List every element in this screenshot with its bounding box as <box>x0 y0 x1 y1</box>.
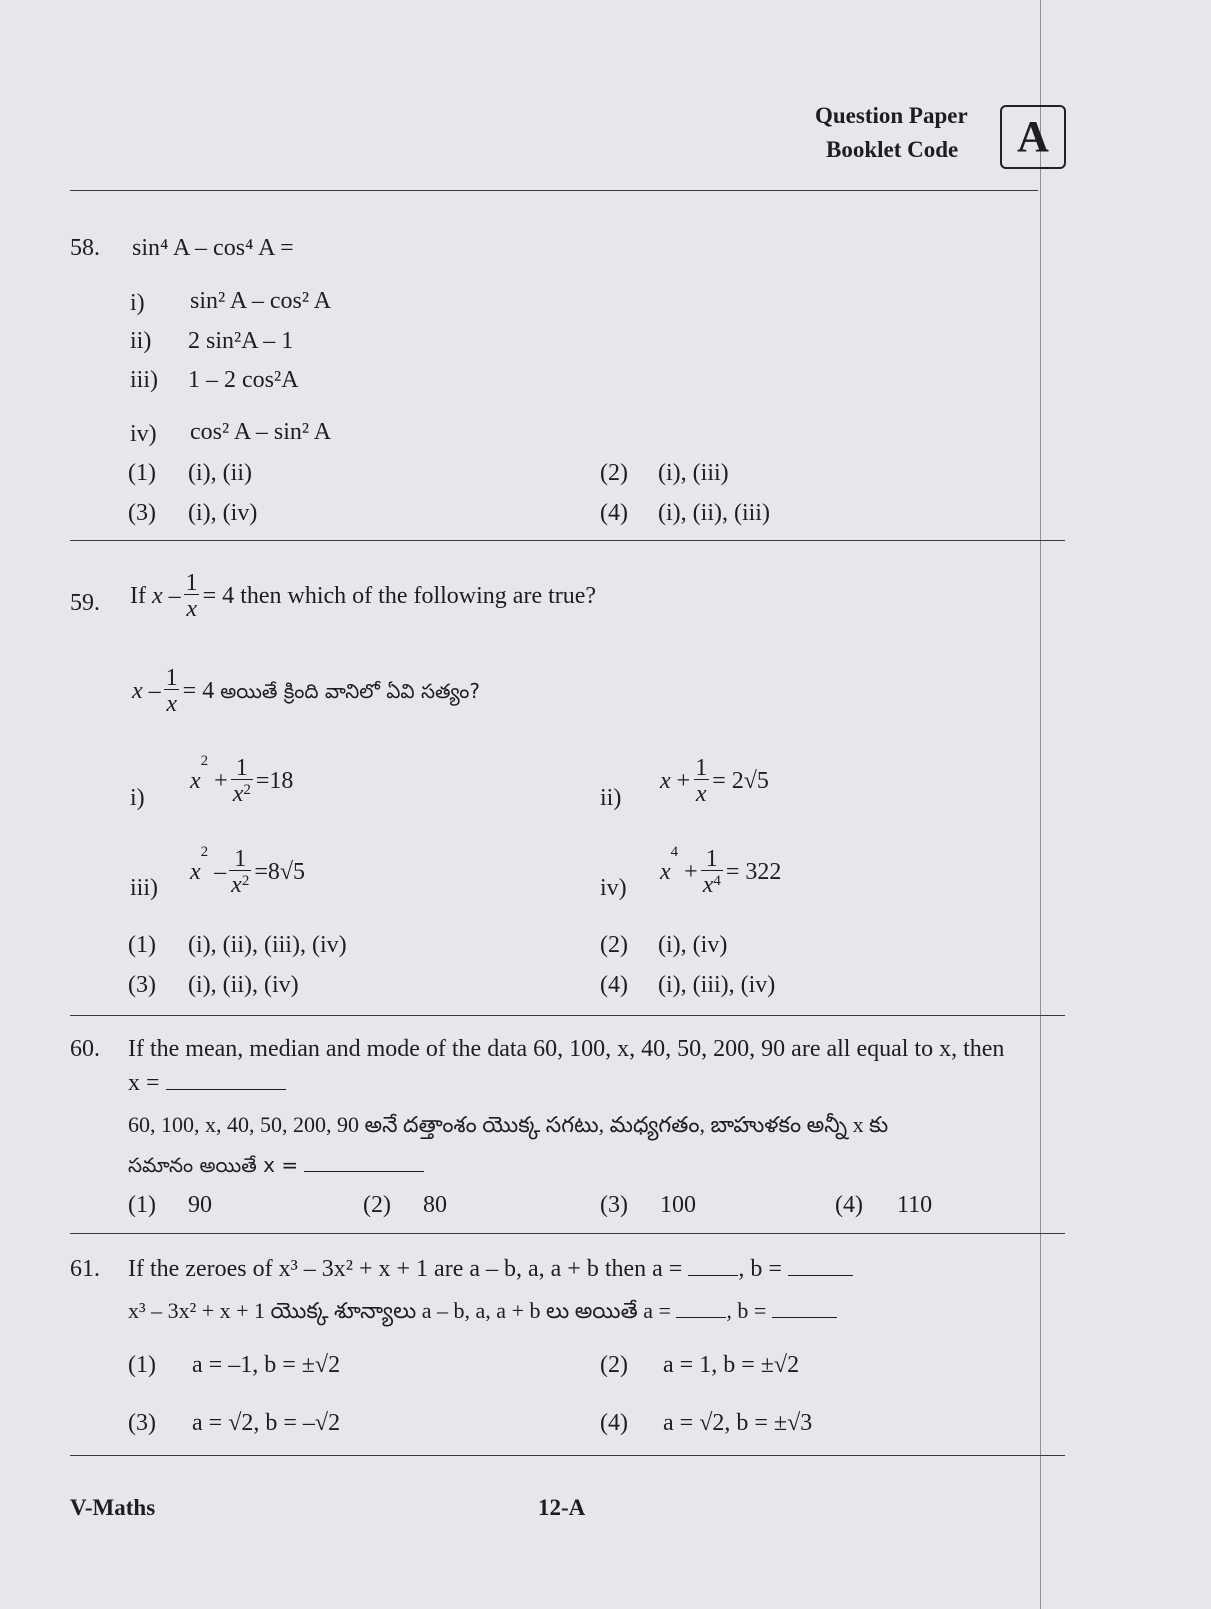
question-divider <box>70 1015 1065 1016</box>
option-text: 80 <box>423 1192 447 1218</box>
item-expression: x + $\frac{1}{x}$ = 2√5 <box>660 755 769 807</box>
option-text: (i), (ii) <box>188 460 252 486</box>
option-label: (1) <box>128 1352 156 1378</box>
item-label: iv) <box>130 421 157 447</box>
item-rhs: =8√5 <box>254 859 306 886</box>
option-label: (2) <box>600 1352 628 1378</box>
option-label: (2) <box>363 1192 391 1218</box>
option-label: (3) <box>600 1192 628 1218</box>
answer-blank <box>788 1257 853 1276</box>
item-label: ii) <box>130 328 152 354</box>
fraction: $\frac{1}{x}$ <box>695 755 708 807</box>
fraction: $\frac{1}{x}$ <box>185 570 198 622</box>
item-text: sin² A – cos² A <box>190 288 332 314</box>
item-label: i) <box>130 290 145 316</box>
option-label: (3) <box>128 1410 156 1436</box>
telugu-stem <box>128 1298 837 1329</box>
question-stem: If the mean, median and mode of the data 60, 100, x, 40, 50, 200, 90 are all equal to x, then <box>128 1036 1005 1062</box>
question-stem <box>128 1256 853 1283</box>
telugu-b: , b = <box>726 1298 767 1323</box>
booklet-header-line1: Question Paper <box>815 103 968 128</box>
option-label: (3) <box>128 500 156 526</box>
stem-lhs: x = <box>128 1070 160 1096</box>
option-text: 90 <box>188 1192 212 1218</box>
option-text: a = √2, b = ±√3 <box>663 1410 813 1436</box>
item-rhs: = 2√5 <box>712 768 769 795</box>
option-label: (4) <box>835 1192 863 1218</box>
page-number: 12-A <box>538 1495 586 1520</box>
question-divider <box>70 1233 1065 1234</box>
item-expression: $x^2$ – $\frac{1}{x^2}$ =8√5 <box>190 844 306 898</box>
option-text: (i), (ii), (iii) <box>658 500 770 526</box>
fraction: $\frac{1}{x}$ <box>165 665 178 717</box>
telugu-text: సమానం అయితే x = <box>128 1153 299 1177</box>
telugu-stem-line2 <box>128 1152 424 1182</box>
question-stem: sin⁴ A – cos⁴ A = <box>132 235 294 261</box>
item-expression: $x^4$ + $\frac{1}{x^4}$ = 322 <box>660 844 782 898</box>
question-stem-line2 <box>128 1070 286 1097</box>
booklet-header-line2: Booklet Code <box>826 137 959 162</box>
footer-subject: V-Maths <box>70 1495 156 1520</box>
option-text: a = –1, b = ±√2 <box>192 1352 341 1378</box>
option-label: (4) <box>600 972 628 998</box>
question-stem: If x – $\frac{1}{x}$ = 4 then which of the following are true? <box>130 570 597 622</box>
booklet-code-box: A <box>1000 105 1066 169</box>
option-text: (i), (ii), (iv) <box>188 972 299 998</box>
item-rhs: = 322 <box>725 859 782 886</box>
option-label: (1) <box>128 1192 156 1218</box>
question-divider <box>70 540 1065 541</box>
answer-blank <box>676 1299 726 1318</box>
telugu-text: x³ – 3x² + x + 1 యొక్క శూన్యాలు a – b, a, a + b లు అయితే a = <box>128 1298 671 1323</box>
answer-blank <box>304 1153 424 1172</box>
answer-blank <box>166 1071 286 1090</box>
stem-prefix: If <box>130 583 146 610</box>
item-expression: $x^2$ + $\frac{1}{x^2}$ =18 <box>190 753 294 807</box>
option-text: a = 1, b = ±√2 <box>663 1352 800 1378</box>
item-text: cos² A – sin² A <box>190 419 332 445</box>
option-label: (4) <box>600 500 628 526</box>
answer-blank <box>688 1257 738 1276</box>
option-label: (4) <box>600 1410 628 1436</box>
option-text: (i), (iii), (iv) <box>658 972 776 998</box>
option-text: a = √2, b = –√2 <box>192 1410 341 1436</box>
item-text: 2 sin²A – 1 <box>188 328 294 354</box>
option-text: (i), (iv) <box>658 932 728 958</box>
option-text: (i), (iii) <box>658 460 729 486</box>
item-text: 1 – 2 cos²A <box>188 367 299 393</box>
telugu-text: అయితే క్రింది వానిలో ఏవి సత్యం? <box>220 679 480 704</box>
stem-b: , b = <box>738 1256 782 1282</box>
answer-blank <box>772 1299 837 1318</box>
item-rhs: =18 <box>255 768 294 795</box>
fraction: $\frac{1}{x^2}$ <box>231 846 250 898</box>
item-label: iv) <box>600 875 627 901</box>
question-number: 61. <box>70 1256 100 1282</box>
option-text: (i), (ii), (iii), (iv) <box>188 932 347 958</box>
question-number: 59. <box>70 590 100 616</box>
telugu-stem-line1: 60, 100, x, 40, 50, 200, 90 అనే దత్తాంశం యొక్క సగటు, మధ్యగతం, బాహుళకం అన్నీ x కు <box>128 1112 889 1137</box>
option-label: (3) <box>128 972 156 998</box>
margin-line <box>1040 0 1041 1609</box>
option-text: 110 <box>897 1192 933 1218</box>
telugu-equation: = 4 <box>182 678 215 705</box>
option-text: (i), (iv) <box>188 500 258 526</box>
question-number: 60. <box>70 1036 100 1062</box>
fraction: $\frac{1}{x^2}$ <box>232 755 251 807</box>
fraction: $\frac{1}{x^4}$ <box>702 846 721 898</box>
option-label: (1) <box>128 932 156 958</box>
header-divider <box>70 190 1038 191</box>
option-label: (2) <box>600 932 628 958</box>
item-label: iii) <box>130 875 158 901</box>
item-label: i) <box>130 785 145 811</box>
question-number: 58. <box>70 235 100 261</box>
stem-equation: = 4 <box>202 583 235 610</box>
item-label: ii) <box>600 785 622 811</box>
option-text: 100 <box>660 1192 696 1218</box>
stem-text: If the zeroes of x³ – 3x² + x + 1 are a – b, a, a + b then a = <box>128 1256 683 1282</box>
stem-suffix: then which of the following are true? <box>240 583 597 610</box>
telugu-stem: x – $\frac{1}{x}$ = 4 అయితే క్రింది వానిలో ఏవి సత్యం? <box>132 665 480 717</box>
option-label: (2) <box>600 460 628 486</box>
item-label: iii) <box>130 367 158 393</box>
footer-divider <box>70 1455 1065 1456</box>
option-label: (1) <box>128 460 156 486</box>
